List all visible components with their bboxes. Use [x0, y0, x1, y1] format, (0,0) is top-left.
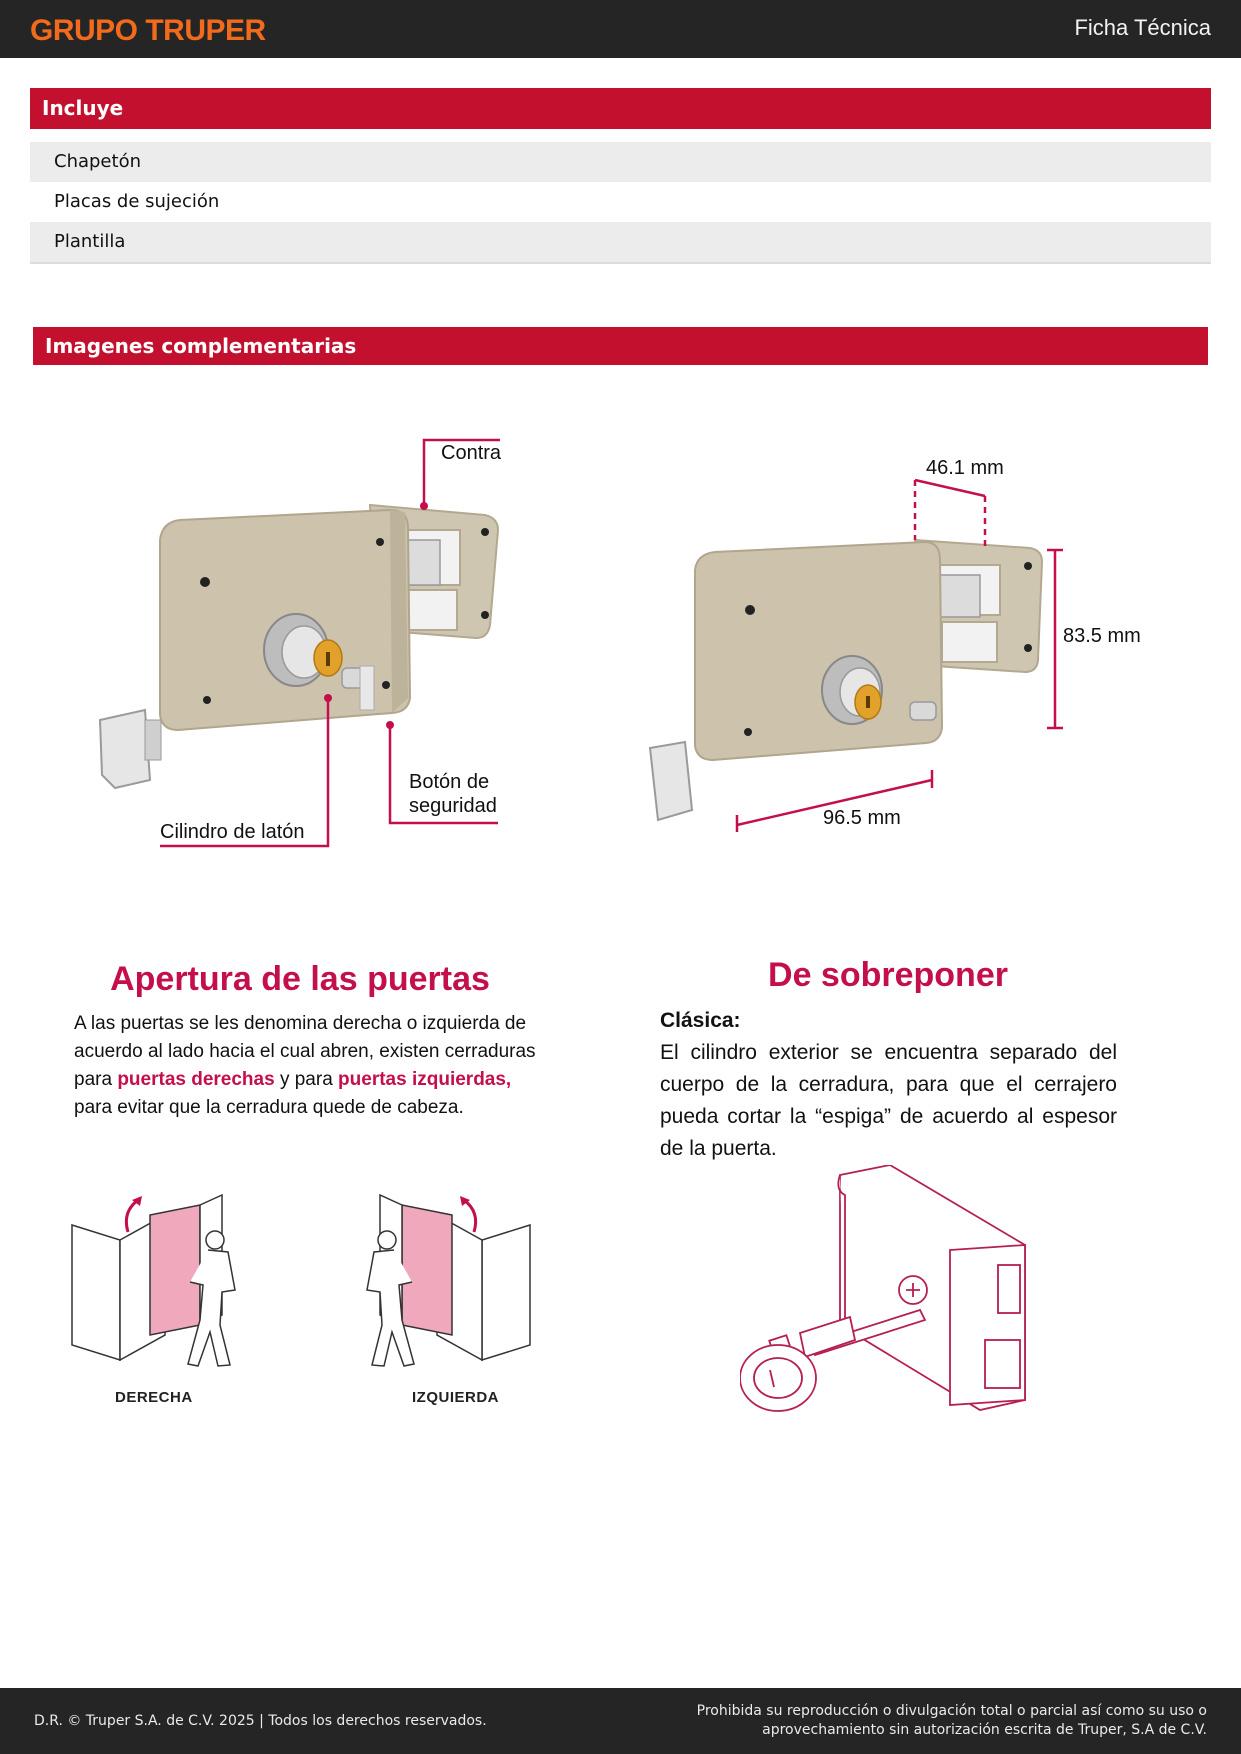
apertura-line3-c: y para [274, 1069, 339, 1090]
dimension-depth: 46.1 mm [926, 457, 1004, 479]
dimension-width: 96.5 mm [823, 807, 901, 829]
door-right-icon [70, 1190, 250, 1375]
apertura-line2: acuerdo al lado hacia el cual abren, existen cerraduras [74, 1041, 536, 1062]
door-left-icon [352, 1190, 532, 1375]
label-contra: Contra [441, 442, 502, 464]
footer-disclaimer-line1: Prohibida su reproducción o divulgación total o parcial así como su uso o [696, 1703, 1207, 1719]
door-label-izquierda: IZQUIERDA [412, 1389, 499, 1406]
footer-disclaimer-line2: aprovechamiento sin autorización escrita de Truper, S.A de C.V. [762, 1722, 1207, 1738]
footer-copyright: D.R. © Truper S.A. de C.V. 2025 | Todos los derechos reservados. [34, 1713, 487, 1729]
apertura-line3-a: para [74, 1069, 118, 1090]
page-footer [0, 1688, 1241, 1754]
label-boton-line2: seguridad [409, 795, 497, 817]
apertura-text [74, 1010, 574, 1122]
includes-item-placas: Placas de sujeción [54, 191, 220, 212]
highlight-puertas-derechas: puertas derechas [117, 1069, 275, 1090]
sobreponer-subtitle: Clásica: [660, 1009, 741, 1032]
door-label-derecha: DERECHA [115, 1389, 193, 1406]
apertura-line4: para evitar que la cerradura quede de cabeza. [74, 1097, 464, 1118]
highlight-puertas-izquierdas: puertas izquierdas, [338, 1069, 512, 1090]
label-boton-line1: Botón de [409, 771, 490, 793]
apertura-line3 [74, 1066, 574, 1094]
images-section-title: Imagenes complementarias [33, 327, 1208, 365]
includes-bottom-divider [30, 262, 1211, 264]
sobreponer-text: El cilindro exterior se encuentra separado del cuerpo de la cerradura, para que el cerrajero pueda cortar la “espiga” de acuerdo al espesor de la puerta. [660, 1041, 1117, 1160]
brand-logo: GRUPO TRUPER [30, 14, 266, 47]
apertura-line1: A las puertas se les denomina derecha o izquierda de [74, 1013, 527, 1034]
page-header [0, 0, 1241, 58]
rim-lock-line-drawing [740, 1165, 1040, 1420]
dimension-height: 83.5 mm [1063, 625, 1141, 647]
includes-item-chapeton: Chapetón [30, 142, 1211, 182]
includes-section-title: Incluye [30, 88, 1211, 129]
apertura-title: Apertura de las puertas [110, 960, 490, 998]
lock-illustration-dimensions [640, 470, 1080, 840]
label-cilindro: Cilindro de latón [160, 821, 305, 843]
includes-item-plantilla: Plantilla [30, 222, 1211, 262]
sobreponer-title: De sobreponer [768, 956, 1008, 994]
sobreponer-text-block [660, 1005, 1117, 1165]
footer-disclaimer [697, 1702, 1207, 1740]
document-title: Ficha Técnica [1074, 15, 1211, 40]
